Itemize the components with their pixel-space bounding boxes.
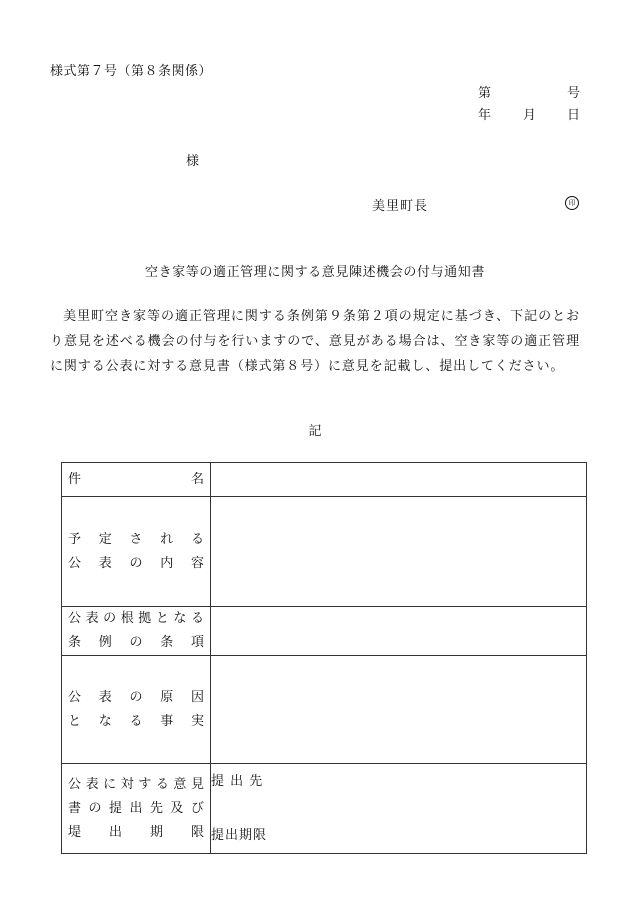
value-line: 提 出 先 <box>211 774 264 789</box>
form-number: 様式第７号（第８条関係） <box>50 64 213 79</box>
number-suffix: 号 <box>566 86 580 101</box>
label-line <box>62 797 210 821</box>
label-line <box>62 552 210 576</box>
label-char: に <box>103 776 117 792</box>
label-char: 期 <box>149 824 163 840</box>
body-text: 美里町空き家等の適正管理に関する条例第９条第２項の規定に基づき、下記のとおり意見を述べる機会の付与を行いますので、意見がある場合は、空き家等の適正管理に関する公表に対する意見書（様式第８号）に意見を記載し、提出してください。 <box>50 309 580 374</box>
row-value[interactable] <box>211 463 587 497</box>
date-year: 年 <box>478 108 492 123</box>
label-char: 容 <box>190 555 204 571</box>
label-char: 定 <box>98 531 112 547</box>
label-char: 限 <box>190 824 204 840</box>
label-char: の <box>129 635 143 650</box>
label-char: す <box>138 776 152 792</box>
label-char: 内 <box>160 555 174 571</box>
row-value[interactable] <box>211 497 587 607</box>
label-line <box>62 773 210 797</box>
table-row <box>62 764 587 854</box>
date-day: 日 <box>566 108 580 123</box>
label-char: 条 <box>160 635 174 650</box>
label-char: 因 <box>190 689 204 705</box>
number-prefix: 第 <box>478 86 492 101</box>
label-char: 見 <box>190 776 204 792</box>
label-char: 件 <box>68 471 82 487</box>
label-char: 拠 <box>138 611 152 626</box>
label-char: の <box>88 800 102 816</box>
label-char: 出 <box>129 800 143 816</box>
label-char: 公 <box>68 689 82 705</box>
label-char: と <box>68 713 82 729</box>
row-value[interactable] <box>211 607 587 656</box>
table-row <box>62 463 587 497</box>
label-char: な <box>98 713 112 729</box>
label-char: 項 <box>190 635 204 650</box>
label-line <box>62 821 210 845</box>
table-row <box>62 607 587 656</box>
value-line: 提出期限 <box>211 828 268 843</box>
label-char: び <box>190 800 204 816</box>
row-value[interactable] <box>211 656 587 764</box>
label-char: 例 <box>98 635 112 650</box>
label-char: る <box>155 776 169 792</box>
label-char: 堤 <box>68 824 82 840</box>
label-char: 実 <box>190 713 204 729</box>
value-line <box>211 795 586 822</box>
label-char: 公 <box>68 611 82 626</box>
label-char: る <box>129 713 143 729</box>
label-line <box>62 631 210 655</box>
label-char: 及 <box>170 800 184 816</box>
table-row <box>62 656 587 764</box>
details-table <box>61 462 587 854</box>
label-char: れ <box>160 531 174 547</box>
label-char: る <box>190 531 204 547</box>
label-line <box>62 468 210 492</box>
label-char: 原 <box>160 689 174 705</box>
label-char: 公 <box>68 776 82 792</box>
label-char: 表 <box>98 555 112 571</box>
date-month: 月 <box>523 108 537 123</box>
label-char: 事 <box>160 713 174 729</box>
label-char: 意 <box>173 776 187 792</box>
row-value[interactable] <box>211 764 587 854</box>
label-char: さ <box>129 531 143 547</box>
label-char: と <box>155 611 169 626</box>
row-label <box>62 607 211 656</box>
label-char: の <box>103 611 117 626</box>
label-char: 公 <box>68 555 82 571</box>
label-char: 出 <box>108 824 122 840</box>
label-line <box>62 686 210 710</box>
label-char: 表 <box>85 776 99 792</box>
table-row <box>62 497 587 607</box>
label-char: 予 <box>68 531 82 547</box>
label-char: 表 <box>98 689 112 705</box>
label-line <box>62 528 210 552</box>
label-char: 提 <box>108 800 122 816</box>
row-label <box>62 764 211 854</box>
row-label <box>62 497 211 607</box>
label-char: 条 <box>68 635 82 650</box>
label-char: 表 <box>85 611 99 626</box>
issuer: 美里町長 <box>372 199 429 214</box>
row-label <box>62 656 211 764</box>
label-char: 根 <box>120 611 134 626</box>
addressee: 様 <box>186 154 200 169</box>
label-char: の <box>129 689 143 705</box>
label-char: 名 <box>190 471 204 487</box>
label-char: の <box>129 555 143 571</box>
label-char: る <box>190 611 204 626</box>
seal-icon: 印 <box>565 196 579 210</box>
label-line <box>62 607 210 631</box>
label-char: な <box>173 611 187 626</box>
label-char: 先 <box>149 800 163 816</box>
label-line <box>62 710 210 734</box>
document-title: 空き家等の適正管理に関する意見陳述機会の付与通知書 <box>144 265 485 280</box>
ki-heading: 記 <box>308 424 322 439</box>
row-label <box>62 463 211 497</box>
label-char: 書 <box>68 800 82 816</box>
label-char: 対 <box>120 776 134 792</box>
body-paragraph <box>50 304 580 379</box>
